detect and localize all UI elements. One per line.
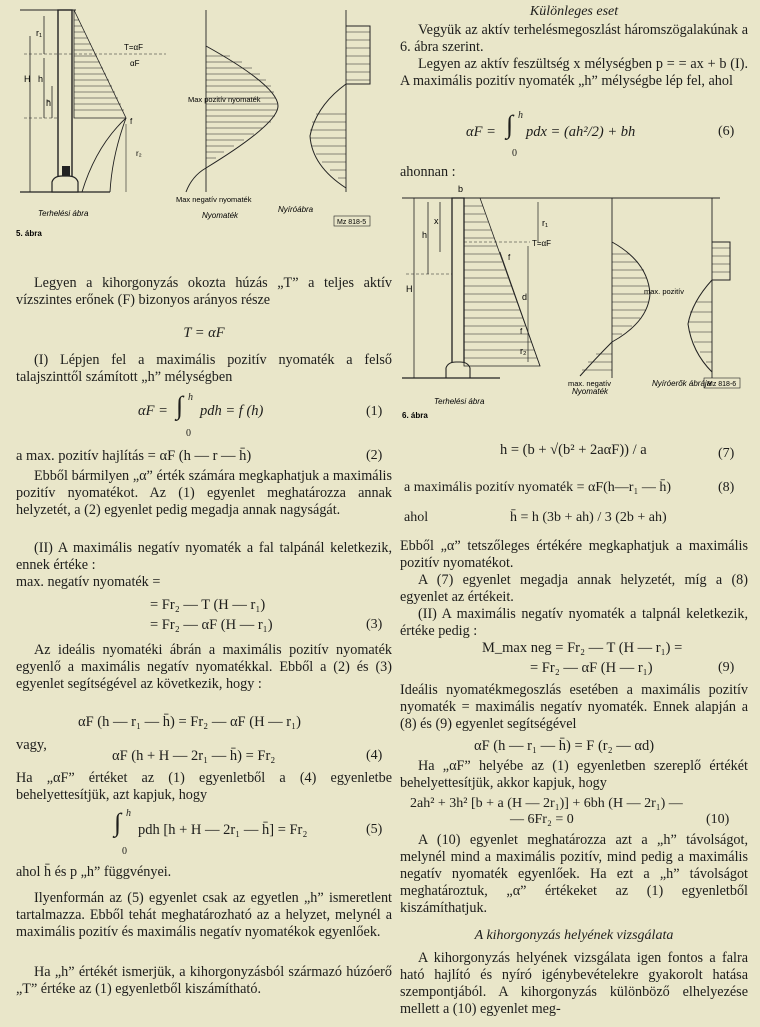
fig5-shear-title: Nyíróábra <box>278 205 314 214</box>
fig6-shear-title: Nyíróerők ábrája <box>652 379 712 388</box>
ahol-text: ahol <box>404 510 429 525</box>
equation-2: a max. pozitív hajlítás = αF (h — r — h̄) <box>16 448 252 464</box>
fig5-f-label: f <box>130 117 133 126</box>
fig5-max-neg-label: Max negatív nyomaték <box>176 195 252 204</box>
right-paragraph-8: A (10) egyenlet meghatározza azt a „h” távolságot, melynél mind a maximális pozitív, mind pedig a maximális negatív nyomaték egyenlőek. Ha ezt a „h” távolságot meghatároztuk, „α” értékeket az (1) egyenletből kiszámíthatjuk. <box>400 832 748 916</box>
figure-5 <box>16 6 388 238</box>
equation-6-upper: h <box>518 110 523 121</box>
equation-8b: h̄ = h (3b + ah) / 3 (2b + ah) <box>510 510 667 525</box>
equation-7: h = (b + √(b² + 2aαF)) / a <box>500 442 647 458</box>
right-paragraph-4: A (7) egyenlet megadja annak helyzetét, míg a (8) egyenlet az értékeit. <box>400 572 748 605</box>
equation-9-number: (9) <box>718 660 735 675</box>
left-paragraph-2: (I) Lépjen fel a maximális pozitív nyomaték a felső talajszinttől számított „h” mélységben <box>16 352 392 385</box>
integral-sign-1: ∫ <box>176 391 184 420</box>
equation-7-number: (7) <box>718 446 735 461</box>
fig5-max-pos-label: Max pozitív nyomaték <box>188 95 261 104</box>
fig5-T-label: T=αF <box>124 43 144 52</box>
equation-1-lhs: αF = <box>138 403 168 419</box>
fig5-H-label: H <box>24 74 31 84</box>
equation-3a: = Fr₂ — T (H — r₁) <box>150 597 266 613</box>
equation-6-number: (6) <box>718 124 735 139</box>
equation-8-number: (8) <box>718 480 735 495</box>
equation-6-lower: 0 <box>512 148 517 159</box>
ahonnan-text: ahonnan : <box>400 164 456 180</box>
equation-a: αF (h — r₁ — h̄) = Fr₂ — αF (H — r₁) <box>78 714 302 730</box>
right-paragraph-6: Ideális nyomatékmegoszlás esetében a maximális pozitív nyomaték = maximális negatív nyomaték. Ennek alapján a (8) és (9) egyenlet segítségével <box>400 682 748 732</box>
left-paragraph-3: Ebből bármilyen „α” érték számára megkaphatjuk a maximális pozitív nyomatékot. Az (1) egyenlet meghatározza annak helyzetét, a (2) egyenlet pedig megadja annak nagyságát. <box>16 468 392 518</box>
fig6-r1-label: r₁ <box>542 218 549 228</box>
fig6-moment-title: Nyomaték <box>572 387 609 396</box>
fig5-caption: 5. ábra <box>16 229 42 238</box>
equation-3-number: (3) <box>366 617 383 632</box>
section-heading-2: A kihorgonyzás helyének vizsgálata <box>474 928 674 943</box>
integral-sign-6: ∫ <box>506 110 514 139</box>
fig6-H-label: H <box>406 284 413 294</box>
equation-10a: 2ah² + 3h² [b + a (H — 2r₁)] + 6bh (H — 2r₁) — <box>410 796 683 811</box>
equation-5-number: (5) <box>366 822 383 837</box>
equation-10b: — 6Fr₂ = 0 <box>510 812 574 827</box>
fig5-af-label: αF <box>130 59 140 68</box>
fig6-T-label: T=αF <box>532 239 552 248</box>
fig5-h-label: h <box>38 74 44 84</box>
fig6-h-label: h <box>422 230 428 240</box>
left-paragraph-1: Legyen a kihorgonyzás okozta húzás „T” a teljes aktív vízszintes erőnek (F) bizonyos arányos része <box>16 275 392 308</box>
fig5-r2-label: r₂ <box>136 149 142 158</box>
right-paragraph-5: (II) A maximális negatív nyomaték a talpnál keletkezik, értéke pedig : <box>400 606 748 639</box>
fig6-caption: 6. ábra <box>402 411 428 420</box>
left-paragraph-8: Ilyenformán az (5) egyenlet csak az egyetlen „h” ismeretlent tartalmazza. Ebből tehát meghatározható az a helyzet, melynél a maximális pozitív és maximális negatív nyomatékok egyenlőek. <box>16 890 392 940</box>
fig6-d-label: d <box>522 292 528 302</box>
right-paragraph-1: Vegyük az aktív terhelésmegoszlást háromszögalakúnak a 6. ábra szerint. <box>400 22 748 55</box>
equation-1-rhs: pdh = f (h) <box>200 403 264 419</box>
right-paragraph-9: A kihorgonyzás helyének vizsgálata igen fontos a falra ható hajlító és nyíró igénybevételekre gyakorolt hatása szempontjából. A kihorgonyzás különböző elhelyezése mellett a (10) egyenlet meg- <box>400 950 748 1017</box>
right-paragraph-3: Ebből „α” tetszőleges értékére megkaphatjuk a maximális pozitív nyomatékot. <box>400 538 748 571</box>
equation-5: pdh [h + H — 2r₁ — h̄] = Fr₂ <box>138 822 308 838</box>
equation-6-rhs: pdx = (ah²/2) + bh <box>526 124 636 140</box>
integral-sign-5: ∫ <box>114 808 122 837</box>
equation-10-number: (10) <box>706 812 730 827</box>
fig6-f-label-1: f <box>508 253 511 262</box>
left-paragraph-4b: max. negatív nyomaték = <box>16 574 161 590</box>
equation-8: a maximális pozitív nyomaték = αF(h—r₁ — h̄) <box>404 480 672 495</box>
fig5-load-title: Terhelési ábra <box>38 209 89 218</box>
right-paragraph-2: Legyen az aktív feszültség x mélységben p = = ax + b (I). A maximális pozitív nyomaték „h” mélységbe lép fel, ahol <box>400 56 748 89</box>
equation-4: αF (h + H — 2r₁ — h̄) = Fr₂ <box>112 748 276 764</box>
vagy-text: vagy, <box>16 737 47 753</box>
left-paragraph-5: Az ideális nyomatéki ábrán a maximális pozitív nyomaték egyenlő a maximális negatív nyomatékkal. Ebből a (2) és (3) egyenlet segítségével az következik, hogy : <box>16 642 392 692</box>
fig6-stamp: Mz 818-6 <box>707 381 737 388</box>
equation-1-lower: 0 <box>186 428 191 439</box>
equation-5-lower: 0 <box>122 846 127 857</box>
fig5-stamp: Mz 818-5 <box>337 219 367 226</box>
fig5-hbar-label: h̄ <box>46 98 52 108</box>
fig6-max-neg-label: max. negatív <box>568 379 611 388</box>
section-heading: Különleges eset <box>529 4 619 19</box>
figure-6 <box>400 182 748 420</box>
fig5-r1-label: r₁ <box>36 28 43 38</box>
fig6-max-pos-label: max. pozitív <box>644 287 685 296</box>
left-paragraph-9: Ha „h” értékét ismerjük, a kihorgonyzásból származó húzóerő „T” értéke az (1) egyenletből kiszámítható. <box>16 964 392 997</box>
left-paragraph-6: Ha „αF” értéket az (1) egyenletből a (4) egyenletbe behelyettesítjük, azt kapjuk, hogy <box>16 770 392 803</box>
equation-9b: = Fr₂ — αF (H — r₁) <box>530 660 653 676</box>
left-paragraph-4: (II) A maximális negatív nyomaték a fal talpánál keletkezik, ennek értéke : <box>16 540 392 573</box>
equation-1-number: (1) <box>366 404 383 419</box>
fig6-r2-label: r₂ <box>520 346 527 356</box>
equation-b: αF (h — r₁ — h̄) = F (r₂ — αd) <box>474 738 655 754</box>
equation-4-number: (4) <box>366 748 383 763</box>
fig6-b-label: b <box>458 184 464 194</box>
equation-6-lhs: αF = <box>466 124 496 140</box>
equation-T: T = αF <box>183 325 225 341</box>
equation-3b: = Fr₂ — αF (H — r₁) <box>150 617 273 633</box>
equation-1-upper: h <box>188 392 193 403</box>
equation-5-upper: h <box>126 808 131 819</box>
fig6-f-label-2: f <box>520 327 523 336</box>
fig6-x-label: x <box>434 216 439 226</box>
left-paragraph-7: ahol h̄ és p „h” függvényei. <box>16 864 172 880</box>
equation-2-number: (2) <box>366 448 383 463</box>
fig5-moment-title: Nyomaték <box>202 211 239 220</box>
fig6-load-title: Terhelési ábra <box>434 397 485 406</box>
right-paragraph-7: Ha „αF” helyébe az (1) egyenletben szereplő értékét behelyettesítjük, akkor kapjuk, hogy <box>400 758 748 791</box>
equation-9a: M_max neg = Fr₂ — T (H — r₁) = <box>482 640 683 656</box>
